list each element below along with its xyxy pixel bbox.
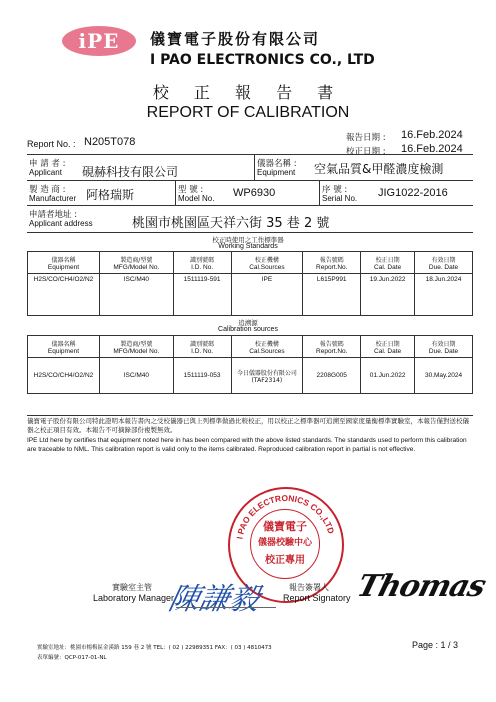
table-header-cell: 識別號碼 I.D. No.	[173, 336, 231, 358]
statement-en: IPE Ltd here by certifies that equipment noted here in has been compared with the above listed standards. The standards used to perform this calibration are traceable to NML. This calibration report is valid only to the items calibrated. Reproduced calibration report in partial is not effective.	[27, 437, 467, 453]
divider	[175, 180, 176, 205]
seal-line-1: 儀寶電子	[263, 520, 307, 533]
manager-label-cn: 實驗室主管	[112, 583, 152, 592]
equipment-label-en: Equipment	[257, 168, 296, 177]
applicant-value: 硯赫科技有限公司	[82, 165, 179, 179]
divider	[319, 180, 320, 205]
manager-label-en: Laboratory Manager	[93, 593, 175, 603]
table-row	[28, 358, 473, 394]
model-value: WP6930	[233, 187, 276, 199]
address-label-en: Applicant address	[29, 219, 93, 228]
table-cell: H2S/CO/CH4/O2/N2	[28, 274, 100, 316]
address-value: 桃園市桃園區天祥六街 35 巷 2 號	[132, 216, 330, 231]
footer-form-no: 表單編號：QCP-017-01-NL	[37, 655, 107, 661]
signatory-signature: Thomas	[353, 569, 489, 604]
address-label-cn: 申請者地址 :	[29, 210, 78, 220]
table-header-cell: 校正機構 Cal.Sources	[231, 336, 303, 358]
serial-label-cn: 序 號 :	[322, 185, 348, 195]
company-name-en: I PAO ELECTRONICS CO., LTD	[150, 52, 375, 68]
applicant-label-cn: 申 請 者 :	[29, 159, 66, 169]
company-name-cn: 儀寶電子股份有限公司	[150, 30, 321, 48]
table-header-cell: 校正日期 Cal. Date	[361, 336, 415, 358]
seal-line-3: 校正專用	[265, 555, 305, 566]
signature-line	[176, 607, 276, 608]
table-cell: IPE	[231, 274, 303, 316]
table-header-cell: 儀器名稱 Equipment	[28, 336, 100, 358]
table-cell: 18.Jun.2024	[415, 274, 473, 316]
rule	[27, 180, 473, 181]
manufacturer-label-cn: 製 造 商 :	[29, 185, 66, 195]
report-title-en: REPORT OF CALIBRATION	[146, 104, 350, 121]
table-header-cell: 製造商/型號 MFG/Model No.	[99, 336, 173, 358]
table-header-cell: 報告號碼 Report.No.	[303, 252, 361, 274]
applicant-label-en: Applicant	[29, 168, 62, 177]
table-cell: 30.May.2024	[415, 358, 473, 394]
calibration-sources-table	[27, 335, 473, 394]
rule	[27, 232, 473, 233]
cal-date: 16.Feb.2024	[401, 143, 463, 155]
rule	[27, 415, 473, 416]
footer-address: 實驗室地址：桃園市楊梅區金溪路 159 巷 2 號 TEL：( 02 ) 22989351 FAX：( 03 ) 4810473	[37, 645, 272, 651]
model-label-en: Model No.	[178, 194, 215, 203]
equipment-value: 空氣品質&甲醛濃度檢測	[314, 162, 444, 176]
cal-date-label: 校正日期 :	[346, 147, 386, 157]
table-cell: 1511119-053	[173, 358, 231, 394]
report-date: 16.Feb.2024	[401, 129, 463, 141]
manufacturer-value: 阿格瑞斯	[86, 188, 135, 202]
calibration-sources-title-en: Calibration sources	[218, 326, 278, 333]
table-header-cell: 校正機構 Cal.Sources	[231, 252, 303, 274]
table-header-cell: 有效日期 Due. Date	[415, 252, 473, 274]
table-header-cell: 製造商/型號 MFG/Model No.	[99, 252, 173, 274]
svg-text:I PAO ELECTRONICS CO.,LTD: I PAO ELECTRONICS CO.,LTD	[234, 492, 337, 540]
report-no-label: Report No. :	[27, 139, 76, 149]
report-no: N205T078	[84, 136, 136, 148]
table-cell: 01.Jun.2022	[361, 358, 415, 394]
table-row	[28, 274, 473, 316]
table-cell: H2S/CO/CH4/O2/N2	[28, 358, 100, 394]
manager-signature: 陳謙毅	[165, 582, 263, 617]
calibration-sources-title-cn: 追溯源	[238, 319, 258, 327]
table-cell: 19.Jun.2022	[361, 274, 415, 316]
table-cell: L615P991	[303, 274, 361, 316]
equipment-label-cn: 儀器名稱 :	[257, 159, 297, 169]
manufacturer-label-en: Manufacturer	[29, 194, 77, 203]
report-date-label: 報告日期 :	[346, 133, 386, 143]
table-cell: 1511119-591	[173, 274, 231, 316]
divider	[254, 154, 255, 180]
seal-line-2: 儀器校驗中心	[257, 538, 312, 548]
statement-cn: 儀寶電子股份有限公司特此證明本報告書內之受校儀器已與上列標準做過比較校正，用以校正之標準器可追溯至國家度量衡標準實驗室，本報告僅對送校儀器之校正項目有效。本報告不可摘錄部份複製無效。	[27, 417, 469, 434]
signatory-label-cn: 報告簽署人	[289, 583, 329, 592]
page-number: Page : 1 / 3	[412, 640, 459, 650]
working-standards-title-en: Working Standards	[218, 243, 278, 250]
table-header-cell: 識別號碼 I.D. No.	[173, 252, 231, 274]
table-header-cell: 有效日期 Due. Date	[415, 336, 473, 358]
table-header-cell: 校正日期 Cal. Date	[361, 252, 415, 274]
signatory-label-en: Report Signatory	[283, 593, 351, 603]
working-standards-table	[27, 251, 473, 316]
serial-value: JIG1022-2016	[378, 187, 448, 199]
working-standards-title-cn: 校正時使用之工作標準器	[212, 236, 284, 244]
model-label-cn: 型 號 :	[178, 185, 204, 195]
table-cell: ISC/M40	[99, 274, 173, 316]
report-title-cn: 校 正 報 告 書	[152, 83, 344, 102]
table-cell: 2208G005	[303, 358, 361, 394]
table-cell: 今日儀器股份有限公司(TAF2314)	[231, 358, 303, 394]
table-header-cell: 報告號碼 Report.No.	[303, 336, 361, 358]
table-cell: ISC/M40	[99, 358, 173, 394]
rule	[27, 205, 473, 206]
rule	[27, 154, 473, 155]
table-header-cell: 儀器名稱 Equipment	[28, 252, 100, 274]
company-logo: iPE	[62, 26, 136, 56]
serial-label-en: Serial No.	[322, 194, 358, 203]
